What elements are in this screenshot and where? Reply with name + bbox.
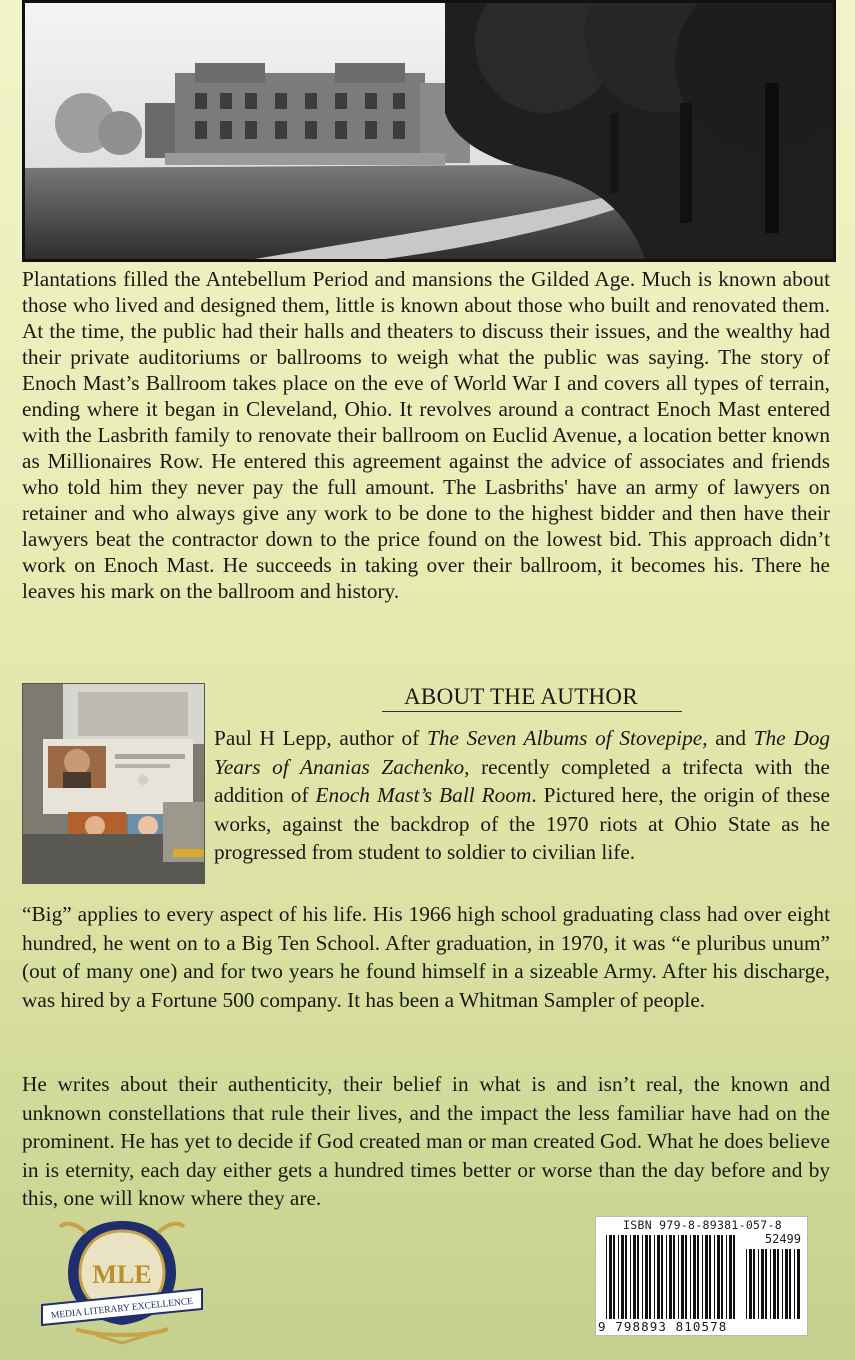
barcode-bar <box>773 1249 776 1319</box>
heading-underline <box>382 711 682 712</box>
mansion-photo <box>22 0 836 262</box>
barcode-bar <box>618 1235 619 1319</box>
barcode-bar <box>606 1235 607 1319</box>
barcode-bar <box>697 1235 699 1319</box>
barcode-bar <box>721 1235 723 1319</box>
author-intro-text-3: , recently completed a trifecta with the addition of <box>214 754 830 808</box>
barcode-bar <box>765 1249 767 1319</box>
publisher-crest-icon <box>36 1213 208 1345</box>
writes-paragraph: He writes about their authenticity, their belief in what is and isn’t real, the known and unknown constellations that rule their lives, and the impact the less familiar have had on the prominent. He has yet to decide if God created man or man created God. What he does believe in is eternity, each day either gets a hundred times better or worse than the day before and by this, one will know where they are. <box>22 1072 830 1211</box>
isbn-label: ISBN 979-8-89381-057-8 <box>623 1218 782 1232</box>
barcode-bar <box>746 1249 747 1319</box>
barcode-bar <box>789 1249 791 1319</box>
barcode-bar <box>749 1249 752 1319</box>
barcode-bar <box>726 1235 727 1319</box>
barcode-bar <box>717 1235 720 1319</box>
barcode-bar <box>693 1235 696 1319</box>
barcode-bar <box>794 1249 795 1319</box>
barcode-bar <box>705 1235 708 1319</box>
barcode-bar <box>645 1235 648 1319</box>
barcode-bar <box>702 1235 703 1319</box>
book-blurb: Plantations filled the Antebellum Period and mansions the Gilded Age. Much is known about those who lived and designed them, little is known about those who built and renovated them. At the time, the public had their halls and theaters to discuss their issues, and the wealthy had their private auditoriums or ballrooms to weigh what the public was saying. The story of Enoch Mast’s Ballroom takes place on the eve of World War I and covers all types of terrain, ending where it began in Cleveland, Ohio. It revolves around a contract Enoch Mast entered with the Lasbrith family to renovate their ballroom on Euclid Avenue, a location better known as Millionaires Row. He entered this agreement against the advice of associates and friends who told him they never pay the full amount. The Lasbriths' have an army of lawyers on retainer and who always give any work to be done to the highest bidder and then have their lawyers beat the contractor down to the price found on the lowest bid. This approach didn’t work on Enoch Mast. He succeeds in taking over their ballroom, it becomes his. There he leaves his mark on the ballroom and history. <box>22 267 830 603</box>
about-the-author-heading: ABOUT THE AUTHOR <box>404 684 638 709</box>
barcode-bar <box>733 1235 735 1319</box>
barcode-bar <box>797 1249 800 1319</box>
author-intro-paragraph <box>214 724 830 867</box>
barcode-bar <box>633 1235 636 1319</box>
author-collage-drawing <box>23 684 204 883</box>
author-intro-text-4: . Pictured here, the origin of these works, against the backdrop of the 1970 riots at Ohio State as he progressed from student to soldier to civilian life. <box>214 783 830 865</box>
barcode-bar <box>625 1235 627 1319</box>
barcode-bar <box>685 1235 687 1319</box>
publisher-logo <box>36 1213 208 1345</box>
barcode-bar <box>673 1235 675 1319</box>
author-intro-text-2: , and <box>702 726 754 750</box>
barcode-bar <box>681 1235 684 1319</box>
barcode-bar <box>609 1235 612 1319</box>
mansion-photo-drawing <box>25 3 833 259</box>
isbn-barcode <box>595 1216 808 1336</box>
author-photo-collage <box>22 683 205 884</box>
book-title-enoch-mast: Enoch Mast’s Ball Room <box>315 783 532 808</box>
barcode-bar <box>661 1235 663 1319</box>
barcode-bar <box>637 1235 639 1319</box>
barcode-bar <box>785 1249 788 1319</box>
barcode-bar <box>678 1235 679 1319</box>
barcode-price-code: 52499 <box>764 1232 801 1246</box>
barcode-bar <box>782 1249 783 1319</box>
barcode-bar <box>777 1249 779 1319</box>
barcode-bar <box>709 1235 711 1319</box>
barcode-bar <box>758 1249 759 1319</box>
barcode-bar <box>770 1249 771 1319</box>
author-intro-text-1: Paul H Lepp, author of <box>214 726 427 750</box>
barcode-bar <box>690 1235 691 1319</box>
barcode-bar <box>657 1235 660 1319</box>
barcode-bar <box>666 1235 667 1319</box>
barcode-bar <box>729 1235 732 1319</box>
barcode-bar <box>669 1235 672 1319</box>
logo-monogram: MLE <box>92 1260 152 1289</box>
book-title-dog-years: The Dog Years of Ananias Zachenko <box>214 726 830 779</box>
barcode-bar <box>649 1235 651 1319</box>
barcode-bar <box>753 1249 755 1319</box>
barcode-bar <box>621 1235 624 1319</box>
barcode-bar <box>613 1235 615 1319</box>
barcode-bar <box>761 1249 764 1319</box>
barcode-ean-digits: 9 798893 810578 <box>598 1319 728 1334</box>
big-paragraph: “Big” applies to every aspect of his life. His 1966 high school graduating class had over eight hundred, he went on to a Big Ten School. After graduation, in 1970, it was “e pluribus unum” (out of many one) and for two years he found himself in a sizeable Army. After his discharge, was hired by a Fortune 500 company. It has been a Whitman Sampler of people. <box>22 902 830 1012</box>
barcode-bar <box>714 1235 715 1319</box>
barcode-bar <box>630 1235 631 1319</box>
barcode-bar <box>642 1235 643 1319</box>
logo-banner-text: MEDIA LITERARY EXCELLENCE <box>50 1296 194 1322</box>
barcode-bar <box>654 1235 655 1319</box>
book-title-stovepipe: The Seven Albums of Stovepipe <box>426 726 703 750</box>
